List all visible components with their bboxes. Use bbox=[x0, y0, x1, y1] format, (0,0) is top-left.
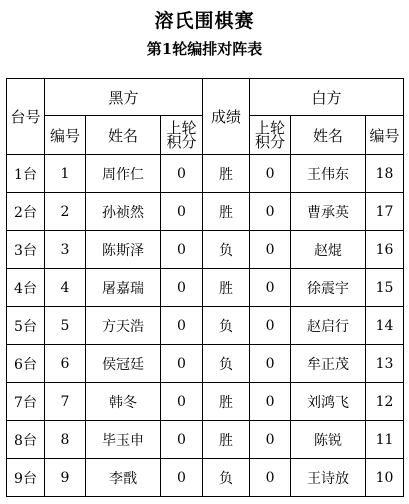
board-cell: 8台 bbox=[7, 421, 45, 459]
white-name-cell: 陈锐 bbox=[291, 421, 366, 459]
black-number-cell: 1 bbox=[45, 155, 86, 193]
black-points-cell: 0 bbox=[161, 383, 203, 421]
page-title: 溶氏围棋赛 bbox=[154, 10, 255, 32]
white-number-cell: 10 bbox=[366, 459, 404, 497]
header-white-prev-points-line1: 上轮 bbox=[255, 119, 286, 137]
white-number-cell: 16 bbox=[366, 231, 404, 269]
black-number-cell: 9 bbox=[45, 459, 86, 497]
white-points-cell: 0 bbox=[250, 345, 291, 383]
result-cell: 胜 bbox=[203, 383, 250, 421]
table-row bbox=[7, 269, 404, 307]
pairing-table bbox=[6, 78, 404, 497]
board-cell: 2台 bbox=[7, 193, 45, 231]
white-name-cell: 王诗放 bbox=[291, 459, 366, 497]
black-number-cell: 5 bbox=[45, 307, 86, 345]
table-row bbox=[7, 459, 404, 497]
result-cell: 负 bbox=[203, 345, 250, 383]
white-points-cell: 0 bbox=[250, 231, 291, 269]
black-name-cell: 侯冠廷 bbox=[86, 345, 161, 383]
white-number-cell: 12 bbox=[366, 383, 404, 421]
black-name-cell: 李戬 bbox=[86, 459, 161, 497]
white-number-cell: 11 bbox=[366, 421, 404, 459]
header-black-prev-points-line2: 积分 bbox=[166, 133, 197, 151]
header-white-number: 编号 bbox=[366, 116, 404, 155]
result-cell: 胜 bbox=[203, 155, 250, 193]
black-name-cell: 陈斯泽 bbox=[86, 231, 161, 269]
result-cell: 负 bbox=[203, 459, 250, 497]
board-cell: 4台 bbox=[7, 269, 45, 307]
black-name-cell: 方天浩 bbox=[86, 307, 161, 345]
white-number-cell: 13 bbox=[366, 345, 404, 383]
black-name-cell: 韩冬 bbox=[86, 383, 161, 421]
board-cell: 3台 bbox=[7, 231, 45, 269]
white-points-cell: 0 bbox=[250, 421, 291, 459]
black-points-cell: 0 bbox=[161, 307, 203, 345]
header-black-prev-points-line1: 上轮 bbox=[166, 119, 197, 137]
black-number-cell: 6 bbox=[45, 345, 86, 383]
header-white-name: 姓名 bbox=[291, 116, 366, 155]
black-number-cell: 3 bbox=[45, 231, 86, 269]
table-row bbox=[7, 383, 404, 421]
white-name-cell: 曹承英 bbox=[291, 193, 366, 231]
header-black-side: 黑方 bbox=[45, 79, 203, 116]
board-cell: 1台 bbox=[7, 155, 45, 193]
black-points-cell: 0 bbox=[161, 459, 203, 497]
black-name-cell: 孙祯然 bbox=[86, 193, 161, 231]
black-number-cell: 2 bbox=[45, 193, 86, 231]
white-number-cell: 17 bbox=[366, 193, 404, 231]
result-cell: 负 bbox=[203, 307, 250, 345]
black-number-cell: 4 bbox=[45, 269, 86, 307]
white-points-cell: 0 bbox=[250, 193, 291, 231]
black-name-cell: 毕玉申 bbox=[86, 421, 161, 459]
black-points-cell: 0 bbox=[161, 231, 203, 269]
white-points-cell: 0 bbox=[250, 307, 291, 345]
header-board: 台号 bbox=[7, 79, 45, 155]
white-number-cell: 15 bbox=[366, 269, 404, 307]
black-name-cell: 周作仁 bbox=[86, 155, 161, 193]
white-name-cell: 刘鸿飞 bbox=[291, 383, 366, 421]
white-points-cell: 0 bbox=[250, 459, 291, 497]
white-name-cell: 赵启行 bbox=[291, 307, 366, 345]
header-white-side: 白方 bbox=[250, 79, 404, 116]
black-points-cell: 0 bbox=[161, 155, 203, 193]
white-name-cell: 赵焜 bbox=[291, 231, 366, 269]
white-points-cell: 0 bbox=[250, 155, 291, 193]
white-name-cell: 牟正茂 bbox=[291, 345, 366, 383]
board-cell: 7台 bbox=[7, 383, 45, 421]
header-black-prev-points bbox=[161, 116, 203, 155]
table-row bbox=[7, 421, 404, 459]
page-subtitle: 第1轮编排对阵表 bbox=[146, 40, 263, 58]
header-black-name: 姓名 bbox=[86, 116, 161, 155]
white-number-cell: 18 bbox=[366, 155, 404, 193]
board-cell: 9台 bbox=[7, 459, 45, 497]
table-row bbox=[7, 231, 404, 269]
result-cell: 胜 bbox=[203, 193, 250, 231]
header-black-number: 编号 bbox=[45, 116, 86, 155]
black-points-cell: 0 bbox=[161, 345, 203, 383]
black-points-cell: 0 bbox=[161, 421, 203, 459]
table-row bbox=[7, 345, 404, 383]
result-cell: 负 bbox=[203, 231, 250, 269]
table-row bbox=[7, 155, 404, 193]
header-white-prev-points-line2: 积分 bbox=[255, 133, 286, 151]
header-result: 成绩 bbox=[203, 79, 250, 155]
white-name-cell: 徐震宇 bbox=[291, 269, 366, 307]
black-number-cell: 8 bbox=[45, 421, 86, 459]
board-cell: 6台 bbox=[7, 345, 45, 383]
white-number-cell: 14 bbox=[366, 307, 404, 345]
white-name-cell: 王伟东 bbox=[291, 155, 366, 193]
table-row bbox=[7, 307, 404, 345]
header-white-prev-points bbox=[250, 116, 291, 155]
result-cell: 胜 bbox=[203, 269, 250, 307]
black-points-cell: 0 bbox=[161, 269, 203, 307]
white-points-cell: 0 bbox=[250, 269, 291, 307]
board-cell: 5台 bbox=[7, 307, 45, 345]
white-points-cell: 0 bbox=[250, 383, 291, 421]
black-number-cell: 7 bbox=[45, 383, 86, 421]
black-points-cell: 0 bbox=[161, 193, 203, 231]
result-cell: 胜 bbox=[203, 421, 250, 459]
table-row bbox=[7, 193, 404, 231]
black-name-cell: 屠嘉瑞 bbox=[86, 269, 161, 307]
